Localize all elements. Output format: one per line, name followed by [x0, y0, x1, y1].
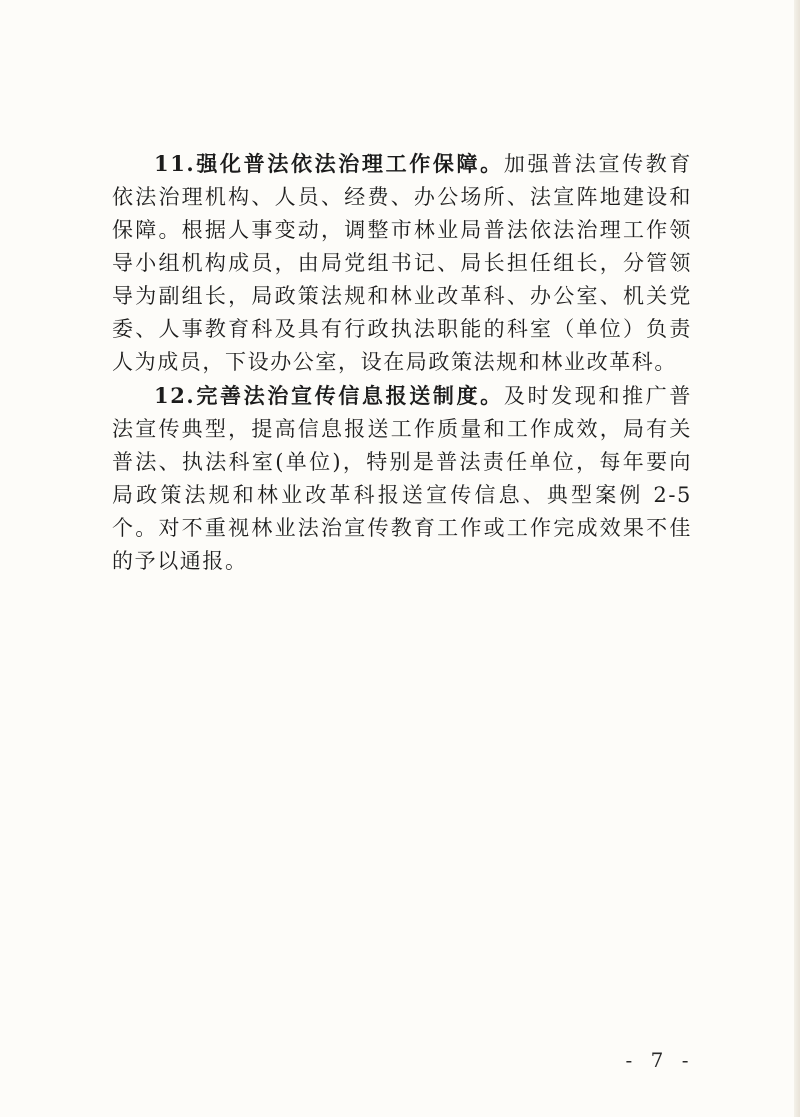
paragraph-12-heading: 12.完善法治宣传信息报送制度。 — [154, 383, 504, 408]
paragraph-12-text: 及时发现和推广普法宣传典型，提高信息报送工作质量和工作成效，局有关普法、执法科室(单位)，特别是普法责任单位，每年要向局政策法规和林业改革科报送宣传信息、典型案例 2-5 个。对不重视林业法治宣传教育工作或工作完成效果不佳的予以通报。 — [112, 384, 692, 573]
page-edge — [794, 0, 800, 1117]
page-number: - 7 - — [625, 1048, 695, 1072]
paragraph-11-text: 加强普法宣传教育依法治理机构、人员、经费、办公场所、法宣阵地建设和保障。根据人事变动，调整市林业局普法依法治理工作领导小组机构成员，由局党组书记、局长担任组长，分管领导为副组长，局政策法规和林业改革科、办公室、机关党委、人事教育科及具有行政执法职能的科室（单位）负责人为成员，下设办公室，设在局政策法规和林业改革科。 — [112, 152, 692, 374]
paragraph-12 — [112, 379, 692, 578]
paragraph-11 — [112, 147, 692, 379]
document-body — [112, 147, 692, 578]
paragraph-11-heading: 11.强化普法依法治理工作保障。 — [154, 151, 504, 176]
